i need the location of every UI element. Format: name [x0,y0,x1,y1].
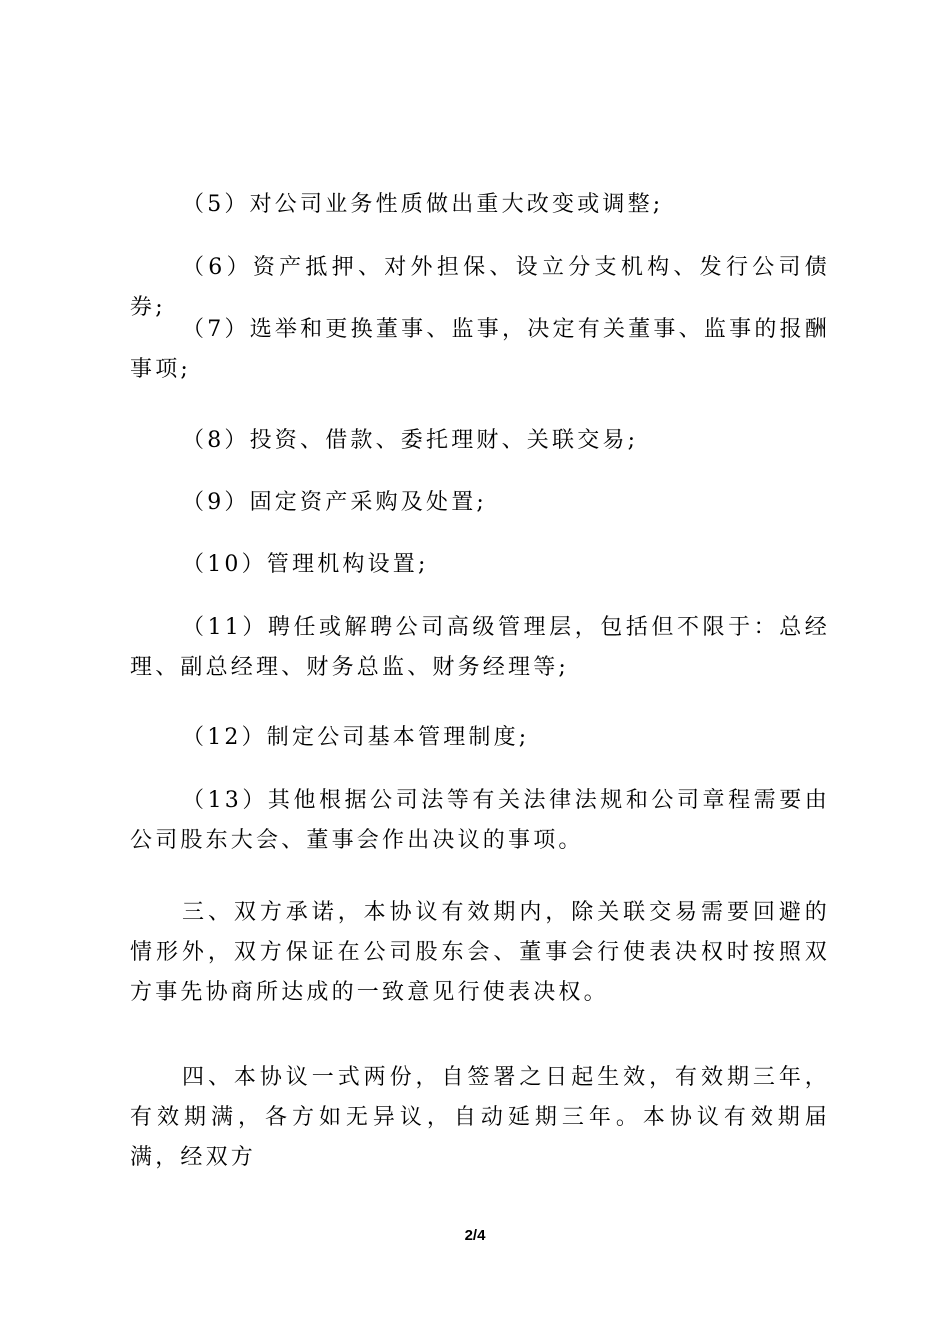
clause-9: （9）固定资产采购及处置; [182,490,488,515]
clause-13: （13）其他根据公司法等有关法律法规和公司章程需要由公司股东大会、董事会作出决议的事项。 [130,788,830,853]
section-three: 三、双方承诺，本协议有效期内，除关联交易需要回避的情形外，双方保证在公司股东会、董事会行使表决权时按照双方事先协商所达成的一致意见行使表决权。 [130,900,830,1005]
section-four: 四、本协议一式两份，自签署之日起生效，有效期三年，有效期满，各方如无异议，自动延期三年。本协议有效期届满，经双方 [130,1065,830,1170]
clause-5: （5）对公司业务性质做出重大改变或调整; [182,192,664,217]
clause-10: （10）管理机构设置; [182,552,429,577]
clause-11: （11）聘任或解聘公司高级管理层，包括但不限于：总经理、副总经理、财务总监、财务经理等; [130,615,830,680]
clause-7: （7）选举和更换董事、监事，决定有关董事、监事的报酬事项; [130,317,830,382]
clause-8: （8）投资、借款、委托理财、关联交易; [182,428,639,453]
clause-6: （6）资产抵押、对外担保、设立分支机构、发行公司债券; [130,255,830,320]
page-number: 2/4 [464,1227,486,1244]
clause-12: （12）制定公司基本管理制度; [182,725,530,750]
